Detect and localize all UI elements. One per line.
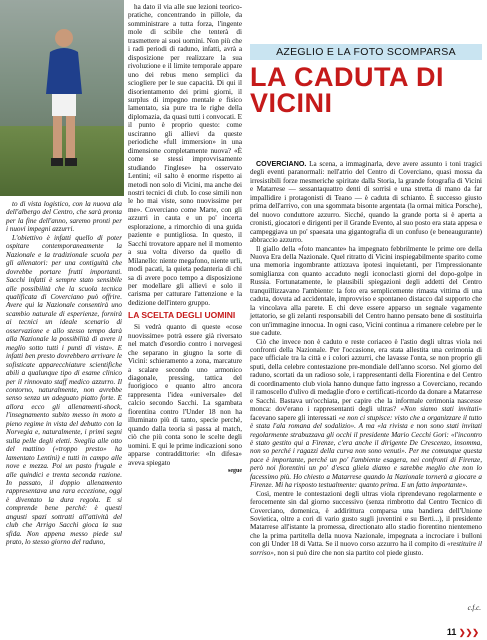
paragraph-3-mid: facevano sapere gli interessati	[250, 413, 339, 422]
column-3	[250, 160, 482, 557]
chevron-right-icon: ❯❯❯	[458, 628, 479, 637]
photo-caption: to di vista logistico, con la nuova ala dell'albergo del Centro, che sarà pronta per la fine dell'anno, saremo pronti per i nuovi impegni azzurri.	[6, 200, 122, 234]
column-2	[128, 3, 242, 475]
page-number-value: 11	[446, 627, 457, 637]
paragraph-3: Ciò che invece non è caduto e reste coriaceo è l'astio degli ultras viola nei confronti della Nazionale. Per l'occasione, era stata allestita una cerimonia di pace ufficiale tra la città e i colori azzurri, che lavasse l'onta, se non proprio gli sputi, della celebre contestazione pre-mondiale dell'anno scorso. Nel giorno del raduno, scortati da un radioso sole, i rappresentanti della Fiorentina e del Centro di coordinamento club viola hanno dunque fatto ingresso a Coverciano, recando il ramoscello d'ulivo di medaglie d'oro e certificati-ricordo da donare a Matarrese e Sacchi. Bastava un'occhiata, per capire che la informale cerimonia nascesse monca: dov'erano i rappresentanti degli ultras?	[250, 337, 482, 414]
paragraph-4: Così, mentre le contestazioni degli ultras viola riprendevano regolarmente e ferocemente sin dal giorno successivo (senza rimbrotto dal Centro Tecnico di Coverciano, domenica, è addirittura comparsa una bandiera dell'Unione Sovietica, oltre a cori di vario gusto sugli juventini e su Berti...), il presidente Matarrese all'istante la promessa, directionato allo stadio fiorentino nientemeno che la prima partitella della nuova Nazionale, impegnata a incrociare i bulloni con gli Under 18 di Vatta. Se il nuovo corso azzurro ha il compito di	[250, 489, 482, 549]
paragraph-4-end: , non si può dire che non sia partito col piede giusto.	[273, 548, 424, 557]
column-2-body-2: Si vedrà quanto di queste «cose nuovissime» potrà essere già riversato nel match d'esordio contro i norvegesi che separano in giugno la sorte di Vicini: schieramento a zona, marcature a scalare secondo uno armonico diagonale, pressing, tattica del fuorigioco e quanto altro ancora rappresenta l'idea «universale» del calcio secondo Sacchi. La sgambata fiorentina contro l'Under 18 non ha illuminato più di tanto, specie perché, quando dalla teoria si passa al match, ciò che più conta sono le scelte degli uomini. E qui le prime indicazioni sono apparse contraddittorie: «In difesa» aveva spiegato	[128, 323, 242, 467]
page-number	[447, 627, 479, 637]
paragraph-3-quote-3: «la rivista e non sono stati invitati regolarmente strabuzzava gli occhi il presidente Mario Cecchi Gori: «l'incontro è stato gestito qui a Firenze, c'era anche il dirigente De Crescenzo, insomma, non so perché i ragazzi della curva non sono venuti». Per me comunque questa pace è importante, perché un po' l'ambiente esagera, nei confronti di Firenze, però noi fiorentini un po' d'esca gliela diamo e sarebbe meglio che non lo facessimo più. Ho chiesto a Matarrese quando la Nazionale tornerà a giocare a Firenze. Mi ha risposto testualmente: quanto prima. E un fatto importante».	[250, 422, 482, 490]
paragraph-4-quote: «restituire il sorriso»	[250, 540, 482, 557]
paragraph-3-quote-1: «Non siamo stati invitati»	[400, 405, 483, 414]
lead-body: La scena, a immaginarla, deve avere assunto i toni tragici degli eventi paranormali: nell'atrio del Centro di Coverciano, quasi mossa da irresistibili forze mesmeriche spiritate dalla Storia, la grande fotografia di Vicini e Matarrese — sessantaquattro denti di sorrisi e una stretta di mano da far impallidire i protagonisti di Teano — è caduta di schianto. È successo giusto prima dell'arrivo, con una sgommata bisonte argentata (la ormai mitica Porsche), del nuovo conduttore azzurro. Sicché, quando la grande porta si è aperta a cronisti, giocatori e dirigenti per il Grande Evento, al suo posto era stata appesa e campeggiava un po' spaesata una gigantografia di un confuso (e beneaugurante) abbraccio azzurro.	[250, 160, 482, 245]
player-figure	[42, 24, 86, 174]
column-2-body-1: ha dato il via alle sue lezioni teorico-pratiche, concentrando in pillole, da somministrare a tutta forza, l'ingente mole di scibile che tenterà di trasmettere ai suoi uomini. Non più che i radi periodi di raduno, infatti, avrà a disposizione per realizzare la sua rivoluzione e il limite temporale appare uno dei rebus meno semplici da sciogliere per le sue capacità. Di qui il disorientamento dei primi giorni, il surplus di impegno mentale e fisico lamentato, sia pure tra le righe della diplomazia, da quasi tutti i convocati. E il punto è proprio questo: come usciranno gli allievi da queste periodiche «full immersion» in una dimensione completamente nuova? «È come se stessi improvvisamente studiando l'inglese» ha osservato Lentini; «il salto è enorme rispetto ai metodi non solo di Vicini, ma anche dei nostri tecnici di club. Io cose simili non le ho mai viste, sono nuovissime per me». Coverciano come Marte, con gli azzurri in cauta e un po' incerta esplorazione, a rimorchio di una guida paziente e puntigliosa. In questo, il Sacchi trovatore appare nel il momento a sua volta diverso da quello di Milanello: niente megafono, niente urli, modi pacati, la quieta pedanteria di chi sa di avere poco tempo a disposizione per modellare gli allievi e solo il carisma per catturare l'attenzione e la dedizione dell'intero gruppo.	[128, 3, 242, 307]
section-subhead: LA SCELTA DEGLI UOMINI	[128, 310, 236, 321]
column-1-body: L'obiettivo è infatti quello di poter ospitare contemporaneamente la Nazionale e la tradizionale scuola per gli allenatori: per una contiguità che dovrebbe portare frutti importanti. Sacchi infatti è sempre stato sensibile alle possibilità che la scuola tecnica qualificata di Coverciano può offrire. Avere qui la Nazionale consentirà uno scambio naturale di esperienze, fornirà ai tecnici un ideale scenario di osservazione e allo stesso tempo darà alla Nazionale la possibilità di avere il meglio sotto tutti i punti di vista». E infatti ben presto dovrebbero arrivare le sofisticate apparecchiature scientifiche abili a qualunque tipo di esame clinico per il rinnovato staff medico azzurro. Il contorno, naturalmente, non avrebbe senso senza un adeguato piatto forte. E allora ecco gli allenamenti-shock, l'insegnamento subito messo in moto a pieno regime in vista del debutto con la Norvegia e, naturalmente, i primi segni sulla pelle degli eletti. Sveglia alle otto del mattino («troppo presto» ha lamentato Lentini) e tutti in campo alle nove e mezza. Poi un pasto frugale e alle quindici e trenta seconda razione. In passato, il doppio allenamento rappresentava una rara eccezione, oggi è diventato la dura regola. E si comprende bene perché: è questi angusti spazi sottratti all'attività del club che Arrigo Sacchi gioca la sua sfida. Non appena messo piede sul prato, lo stesso giorno del raduno,	[6, 233, 122, 547]
sidebar-banner: AZEGLIO E LA FOTO SCOMPARSA	[250, 44, 482, 60]
continues-label: segue	[228, 468, 242, 475]
headline: LA CADUTA DI VICINI	[250, 62, 444, 118]
paragraph-3-quote-2: «e non ci stupisce: visto che a organizzare il tutto è stata l'ala romana del sodalizio». A ma	[250, 413, 482, 431]
author-signature: c.f.c.	[467, 604, 481, 612]
lead-word: COVERCIANO.	[256, 160, 307, 168]
photo	[0, 0, 124, 196]
column-1	[6, 200, 122, 547]
paragraph-2: Il giallo della «foto mancante» ha impegnato febbrilmente le prime ore della Nuova Era della Nazionale. Quel ritratto di Vicini inspiegabilmente sparito come una memoria ingombrante attizzava ipotesi inquietanti, per l'impressionante somiglianza con quanto accaduto negli iconoclasti giorni del dopo-golpe in Russia. Fortunatamente, le plausibili spiegazioni degli addetti del Centro tranquillizzavano l'ambiente: la foto era semplicemente rimasta vittima di una caduta, dovuta ad accidentale, improvviso e spontaneo distacco dal supporto che la vincolava alla parete. E chi deve essere apparso un segnale vagamente jettatorio, se gli zelanti responsabili del Centro hanno pensato bene di sostituirla con un'immagine innocua. In ogni caso, Vicini continua a rimanere celebre per le sue cadute.	[250, 244, 482, 338]
